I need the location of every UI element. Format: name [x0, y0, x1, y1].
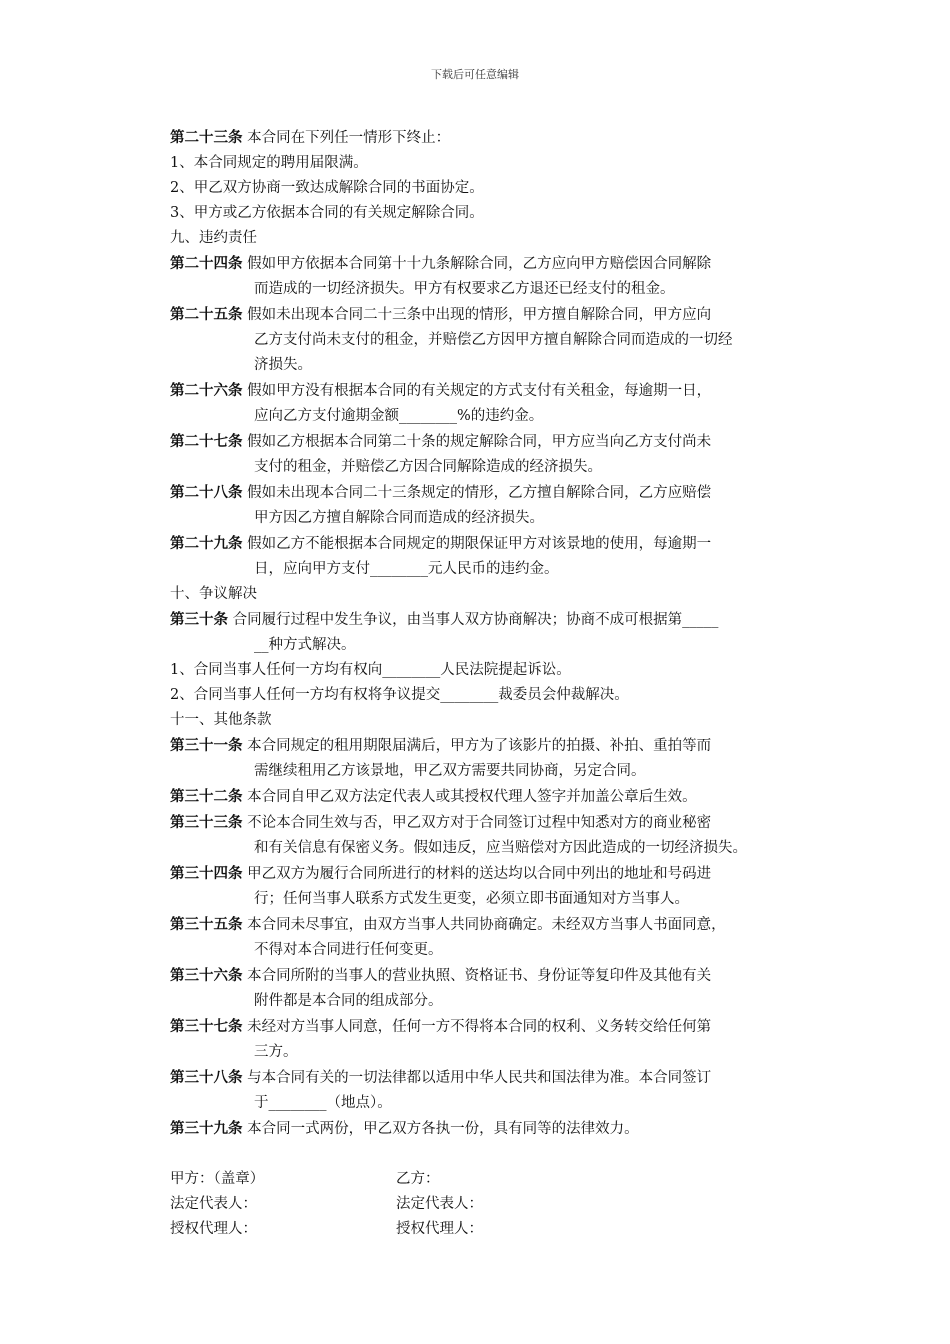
article-number: 第三十三条 — [170, 814, 243, 831]
article-text: 假如未出现本合同二十三条中出现的情形，甲方擅自解除合同，甲方应向 — [247, 307, 712, 323]
text-line: 2、甲乙双方协商一致达成解除合同的书面协定。 — [170, 180, 484, 196]
article-text: 未经对方当事人同意，任何一方不得将本合同的权利、义务转交给任何第 — [247, 1019, 712, 1035]
article-first-line — [170, 378, 820, 404]
article-continuation: 而造成的一切经济损失。甲方有权要求乙方退还已经支付的租金。 — [254, 281, 675, 297]
article-number: 第三十六条 — [170, 967, 243, 984]
article-continuation: 日，应向甲方支付________元人民币的违约金。 — [254, 561, 559, 577]
article-first-line — [170, 125, 820, 151]
article-text: 假如甲方没有根据本合同的有关规定的方式支付有关租金，每逾期一日， — [247, 383, 712, 399]
article-first-line — [170, 1065, 820, 1091]
article-continuation: 不得对本合同进行任何变更。 — [254, 942, 443, 958]
party-a-field: 授权代理人： — [170, 1221, 257, 1237]
contract-article — [170, 480, 820, 531]
article-first-line — [170, 1116, 820, 1142]
article-number: 第二十六条 — [170, 382, 243, 399]
article-number: 第二十三条 — [170, 129, 243, 146]
article-first-line — [170, 480, 820, 506]
article-continuation: 乙方支付尚未支付的租金，并赔偿乙方因甲方擅自解除合同而造成的一切经 — [254, 332, 733, 348]
contract-article — [170, 861, 820, 912]
contract-article — [170, 531, 820, 582]
article-number: 第三十九条 — [170, 1120, 243, 1137]
party-b-field: 授权代理人： — [396, 1221, 483, 1237]
article-continuation: 和有关信息有保密义务。假如违反，应当赔偿对方因此造成的一切经济损失。 — [254, 840, 747, 856]
contract-article — [170, 1116, 820, 1142]
article-first-line — [170, 302, 820, 328]
text-line: 九、违约责任 — [170, 230, 257, 246]
article-text: 假如甲方依据本合同第十十九条解除合同，乙方应向甲方赔偿因合同解除 — [247, 256, 712, 272]
text-line: 2、合同当事人任何一方均有权将争议提交________裁委员会仲裁解决。 — [170, 687, 629, 703]
article-continuation: 应向乙方支付逾期金额________%的违约金。 — [254, 408, 544, 424]
page-header: 下载后可任意编辑 — [431, 68, 519, 81]
article-continuation: 需继续租用乙方该景地，甲乙双方需要共同协商，另定合同。 — [254, 763, 646, 779]
signature-block — [170, 1167, 820, 1242]
party-b-field: 乙方： — [396, 1171, 440, 1187]
article-first-line — [170, 861, 820, 887]
article-first-line — [170, 733, 820, 759]
contract-article — [170, 429, 820, 480]
article-first-line — [170, 810, 820, 836]
article-number: 第三十条 — [170, 611, 228, 628]
article-continuation: 行；任何当事人联系方式发生更变，必须立即书面通知对方当事人。 — [254, 891, 689, 907]
contract-article — [170, 912, 820, 963]
article-text: 与本合同有关的一切法律都以适用中华人民共和国法律为准。本合同签订 — [247, 1070, 712, 1086]
contract-article — [170, 733, 820, 784]
article-first-line — [170, 784, 820, 810]
article-continuation: __种方式解决。 — [254, 637, 356, 653]
article-text: 假如乙方根据本合同第二十条的规定解除合同，甲方应当向乙方支付尚未 — [247, 434, 712, 450]
article-text: 本合同规定的租用期限届满后，甲方为了该影片的拍摄、补拍、重拍等而 — [247, 738, 712, 754]
article-text: 本合同一式两份，甲乙双方各执一份，具有同等的法律效力。 — [247, 1121, 639, 1137]
article-number: 第二十四条 — [170, 255, 243, 272]
signature-row — [170, 1217, 820, 1242]
signature-row — [170, 1167, 820, 1192]
contract-article — [170, 378, 820, 429]
article-first-line — [170, 607, 820, 633]
text-line: 1、合同当事人任何一方均有权向________人民法院提起诉讼。 — [170, 662, 571, 678]
article-number: 第三十五条 — [170, 916, 243, 933]
article-continuation: 于________（地点）。 — [254, 1095, 392, 1111]
article-text: 不论本合同生效与否，甲乙双方对于合同签订过程中知悉对方的商业秘密 — [247, 815, 712, 831]
article-text: 假如未出现本合同二十三条规定的情形，乙方擅自解除合同，乙方应赔偿 — [247, 485, 712, 501]
article-number: 第二十九条 — [170, 535, 243, 552]
article-first-line — [170, 1014, 820, 1040]
article-number: 第二十五条 — [170, 306, 243, 323]
contract-body — [170, 125, 820, 1242]
article-continuation: 支付的租金，并赔偿乙方因合同解除造成的经济损失。 — [254, 459, 602, 475]
article-text: 甲乙双方为履行合同所进行的材料的送达均以合同中列出的地址和号码进 — [247, 866, 712, 882]
article-continuation: 三方。 — [254, 1044, 298, 1060]
party-a-field: 甲方：（盖章） — [170, 1171, 265, 1187]
contract-article — [170, 1014, 820, 1065]
article-text: 本合同所附的当事人的营业执照、资格证书、身份证等复印件及其他有关 — [247, 968, 712, 984]
article-number: 第三十七条 — [170, 1018, 243, 1035]
contract-article — [170, 810, 820, 861]
article-first-line — [170, 912, 820, 938]
article-number: 第二十八条 — [170, 484, 243, 501]
article-first-line — [170, 963, 820, 989]
signature-row — [170, 1192, 820, 1217]
article-first-line — [170, 429, 820, 455]
article-number: 第三十一条 — [170, 737, 243, 754]
article-continuation: 甲方因乙方擅自解除合同而造成的经济损失。 — [254, 510, 544, 526]
article-number: 第三十四条 — [170, 865, 243, 882]
article-text: 合同履行过程中发生争议，由当事人双方协商解决；协商不成可根据第_____ — [232, 612, 719, 628]
article-number: 第三十八条 — [170, 1069, 243, 1086]
contract-article — [170, 125, 820, 151]
party-a-field: 法定代表人： — [170, 1196, 257, 1212]
article-first-line — [170, 251, 820, 277]
contract-article — [170, 251, 820, 302]
contract-article — [170, 963, 820, 1014]
contract-article — [170, 607, 820, 658]
text-line: 十、争议解决 — [170, 586, 257, 602]
party-b-field: 法定代表人： — [396, 1196, 483, 1212]
text-line: 十一、其他条款 — [170, 712, 272, 728]
article-number: 第二十七条 — [170, 433, 243, 450]
article-first-line — [170, 531, 820, 557]
article-continuation: 济损失。 — [254, 357, 312, 373]
article-text: 本合同自甲乙双方法定代表人或其授权代理人签字并加盖公章后生效。 — [247, 789, 697, 805]
article-continuation: 附件都是本合同的组成部分。 — [254, 993, 443, 1009]
article-text: 本合同在下列任一情形下终止： — [247, 130, 451, 146]
contract-article — [170, 302, 820, 378]
contract-article — [170, 784, 820, 810]
text-line: 1、本合同规定的聘用届限满。 — [170, 155, 368, 171]
article-number: 第三十二条 — [170, 788, 243, 805]
article-text: 本合同未尽事宜，由双方当事人共同协商确定。未经双方当事人书面同意， — [247, 917, 726, 933]
article-text: 假如乙方不能根据本合同规定的期限保证甲方对该景地的使用，每逾期一 — [247, 536, 712, 552]
text-line: 3、甲方或乙方依据本合同的有关规定解除合同。 — [170, 205, 484, 221]
contract-article — [170, 1065, 820, 1116]
